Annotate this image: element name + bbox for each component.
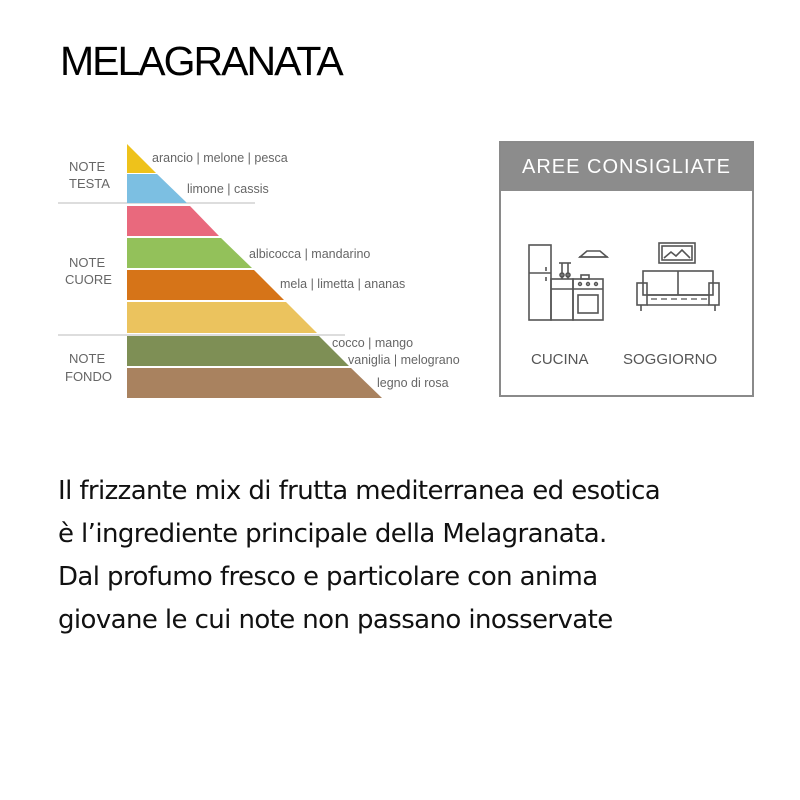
recommended-areas-panel bbox=[499, 141, 754, 397]
layer-label-extra: legno di rosa bbox=[377, 376, 449, 390]
layer-label-2: limone | cassis bbox=[187, 182, 269, 196]
pyramid-layer-3 bbox=[127, 206, 219, 236]
pyramid-layer-6 bbox=[127, 302, 317, 333]
pyramid-layer-2 bbox=[127, 174, 187, 203]
description-line-3: Dal profumo fresco e particolare con anima bbox=[58, 562, 598, 592]
sofa-icon bbox=[637, 243, 719, 311]
section-label-base-line2: FONDO bbox=[65, 369, 112, 384]
pyramid-layer-8 bbox=[127, 368, 382, 398]
section-label-head-line1: NOTE bbox=[69, 159, 106, 174]
layer-label-4: albicocca | mandarino bbox=[249, 247, 371, 261]
layer-label-7: cocco | mango bbox=[332, 336, 414, 350]
layer-label-5: mela | limetta | ananas bbox=[280, 277, 406, 291]
fragrance-pyramid bbox=[55, 140, 495, 405]
section-label-base-line1: NOTE bbox=[69, 351, 106, 366]
pyramid-layer-7 bbox=[127, 336, 349, 366]
pyramid-layer-5 bbox=[127, 270, 284, 300]
area-label-living-room: SOGGIORNO bbox=[623, 351, 718, 368]
areas-illustrations bbox=[501, 191, 753, 341]
section-label-heart-line2: CUORE bbox=[65, 272, 112, 287]
kitchen-icon bbox=[529, 245, 608, 320]
layer-label-8: vaniglia | melograno bbox=[348, 353, 460, 367]
product-description bbox=[58, 470, 778, 642]
page-title: MELAGRANATA bbox=[60, 38, 342, 84]
recommended-areas-header: AREE CONSIGLIATE bbox=[501, 143, 752, 191]
description-line-4: giovane le cui note non passano inosservate bbox=[58, 605, 613, 635]
section-label-head-line2: TESTA bbox=[69, 176, 110, 191]
section-label-heart-line1: NOTE bbox=[69, 255, 106, 270]
area-label-kitchen: CUCINA bbox=[531, 351, 589, 368]
description-line-2: è l’ingrediente principale della Melagranata. bbox=[58, 519, 607, 549]
layer-label-1: arancio | melone | pesca bbox=[152, 151, 288, 165]
description-line-1: Il frizzante mix di frutta mediterranea ed esotica bbox=[58, 476, 661, 506]
pyramid-layer-4 bbox=[127, 238, 252, 268]
